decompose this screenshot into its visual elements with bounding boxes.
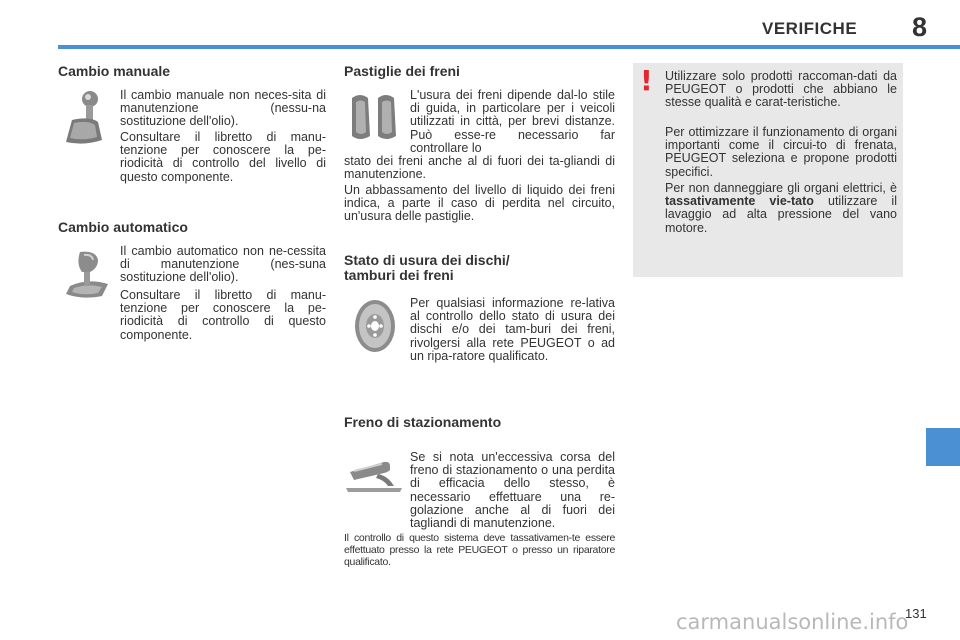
dischi-heading-line-2: tamburi dei freni xyxy=(344,267,454,283)
warning-para-3 xyxy=(665,182,897,235)
warning-exclamation-icon: ! xyxy=(640,64,653,97)
warning-para-3-after: utilizzare il lavaggio ad alta pressione del vano motore. xyxy=(665,194,897,235)
warning-para-1: Utilizzare solo prodotti raccoman-dati da PEUGEOT o prodotti che abbiano le stesse qualità e carat-teristiche. xyxy=(665,69,897,110)
chapter-side-tab xyxy=(926,428,960,466)
dischi-para-1: Per qualsiasi informazione re-lativa al controllo dello stato di usura dei dischi e/o dei tam-buri dei freni, rivolgersi alla rete PEUGEOT o ad un ripa-ratore qualificato. xyxy=(410,296,615,363)
brake-pads-icon xyxy=(346,90,402,146)
cambio-manuale-heading: Cambio manuale xyxy=(58,63,171,79)
pastiglie-heading: Pastiglie dei freni xyxy=(344,63,460,79)
chapter-number: 8 xyxy=(912,12,928,42)
freno-stazionamento-note: Il controllo di questo sistema deve tassativamen-te essere effettuato presso la rete PEUGEOT o presso un riparatore qualificato. xyxy=(344,532,615,568)
warning-para-3-before: Per non danneggiare gli organi elettrici, è xyxy=(665,181,897,195)
cambio-manuale-para-2: Consultare il libretto di manu-tenzione per conoscere la pe-riodicità di controllo del livello di questo componente. xyxy=(120,130,326,184)
cambio-automatico-para-1: Il cambio automatico non ne-cessita di manutenzione (nes-suna sostituzione dell'olio). xyxy=(120,244,326,285)
freno-stazionamento-para-1: Se si nota un'eccessiva corsa del freno di stazionamento o una perdita di efficacia dello stesso, è necessario effettuare una re-golazione anche al di fuori dei tagliandi di manutenzione. xyxy=(410,450,615,531)
watermark: carmanualsonline.info xyxy=(676,610,909,634)
page-number: 131 xyxy=(905,606,927,621)
cambio-manuale-para-1: Il cambio manuale non neces-sita di manutenzione (nessu-na sostituzione dell'olio). xyxy=(120,88,326,129)
manual-gear-lever-icon xyxy=(60,90,106,148)
page-header-title: VERIFICHE xyxy=(762,19,858,38)
pastiglie-para-2: Un abbassamento del livello di liquido dei freni indica, a parte il caso di perdita nel circuito, un'usura delle pastiglie. xyxy=(344,183,615,224)
automatic-gear-selector-icon xyxy=(62,248,114,300)
parking-brake-lever-icon xyxy=(344,458,404,498)
cambio-automatico-heading: Cambio automatico xyxy=(58,219,188,235)
dischi-heading-line-1: Stato di usura dei dischi/ xyxy=(344,252,510,268)
pastiglie-para-1a: L'usura dei freni dipende dal-lo stile di guida, in particolare per i veicoli utilizzati in città, per brevi distanze. Può esse-re necessario far controllare lo xyxy=(410,88,615,155)
brake-disc-icon xyxy=(350,298,400,354)
warning-para-3-bold: tassativamente vie-tato xyxy=(665,194,814,209)
freno-stazionamento-heading: Freno di stazionamento xyxy=(344,414,502,430)
header-rule xyxy=(58,45,960,49)
cambio-automatico-para-2: Consultare il libretto di manu-tenzione per conoscere la pe-riodicità di controllo di questo componente. xyxy=(120,288,326,342)
warning-para-2: Per ottimizzare il funzionamento di organi importanti come il circui-to di frenata, PEUGEOT seleziona e propone prodotti specifici. xyxy=(665,125,897,179)
pastiglie-para-1b: stato dei freni anche al di fuori dei ta-gliandi di manutenzione. xyxy=(344,154,615,182)
